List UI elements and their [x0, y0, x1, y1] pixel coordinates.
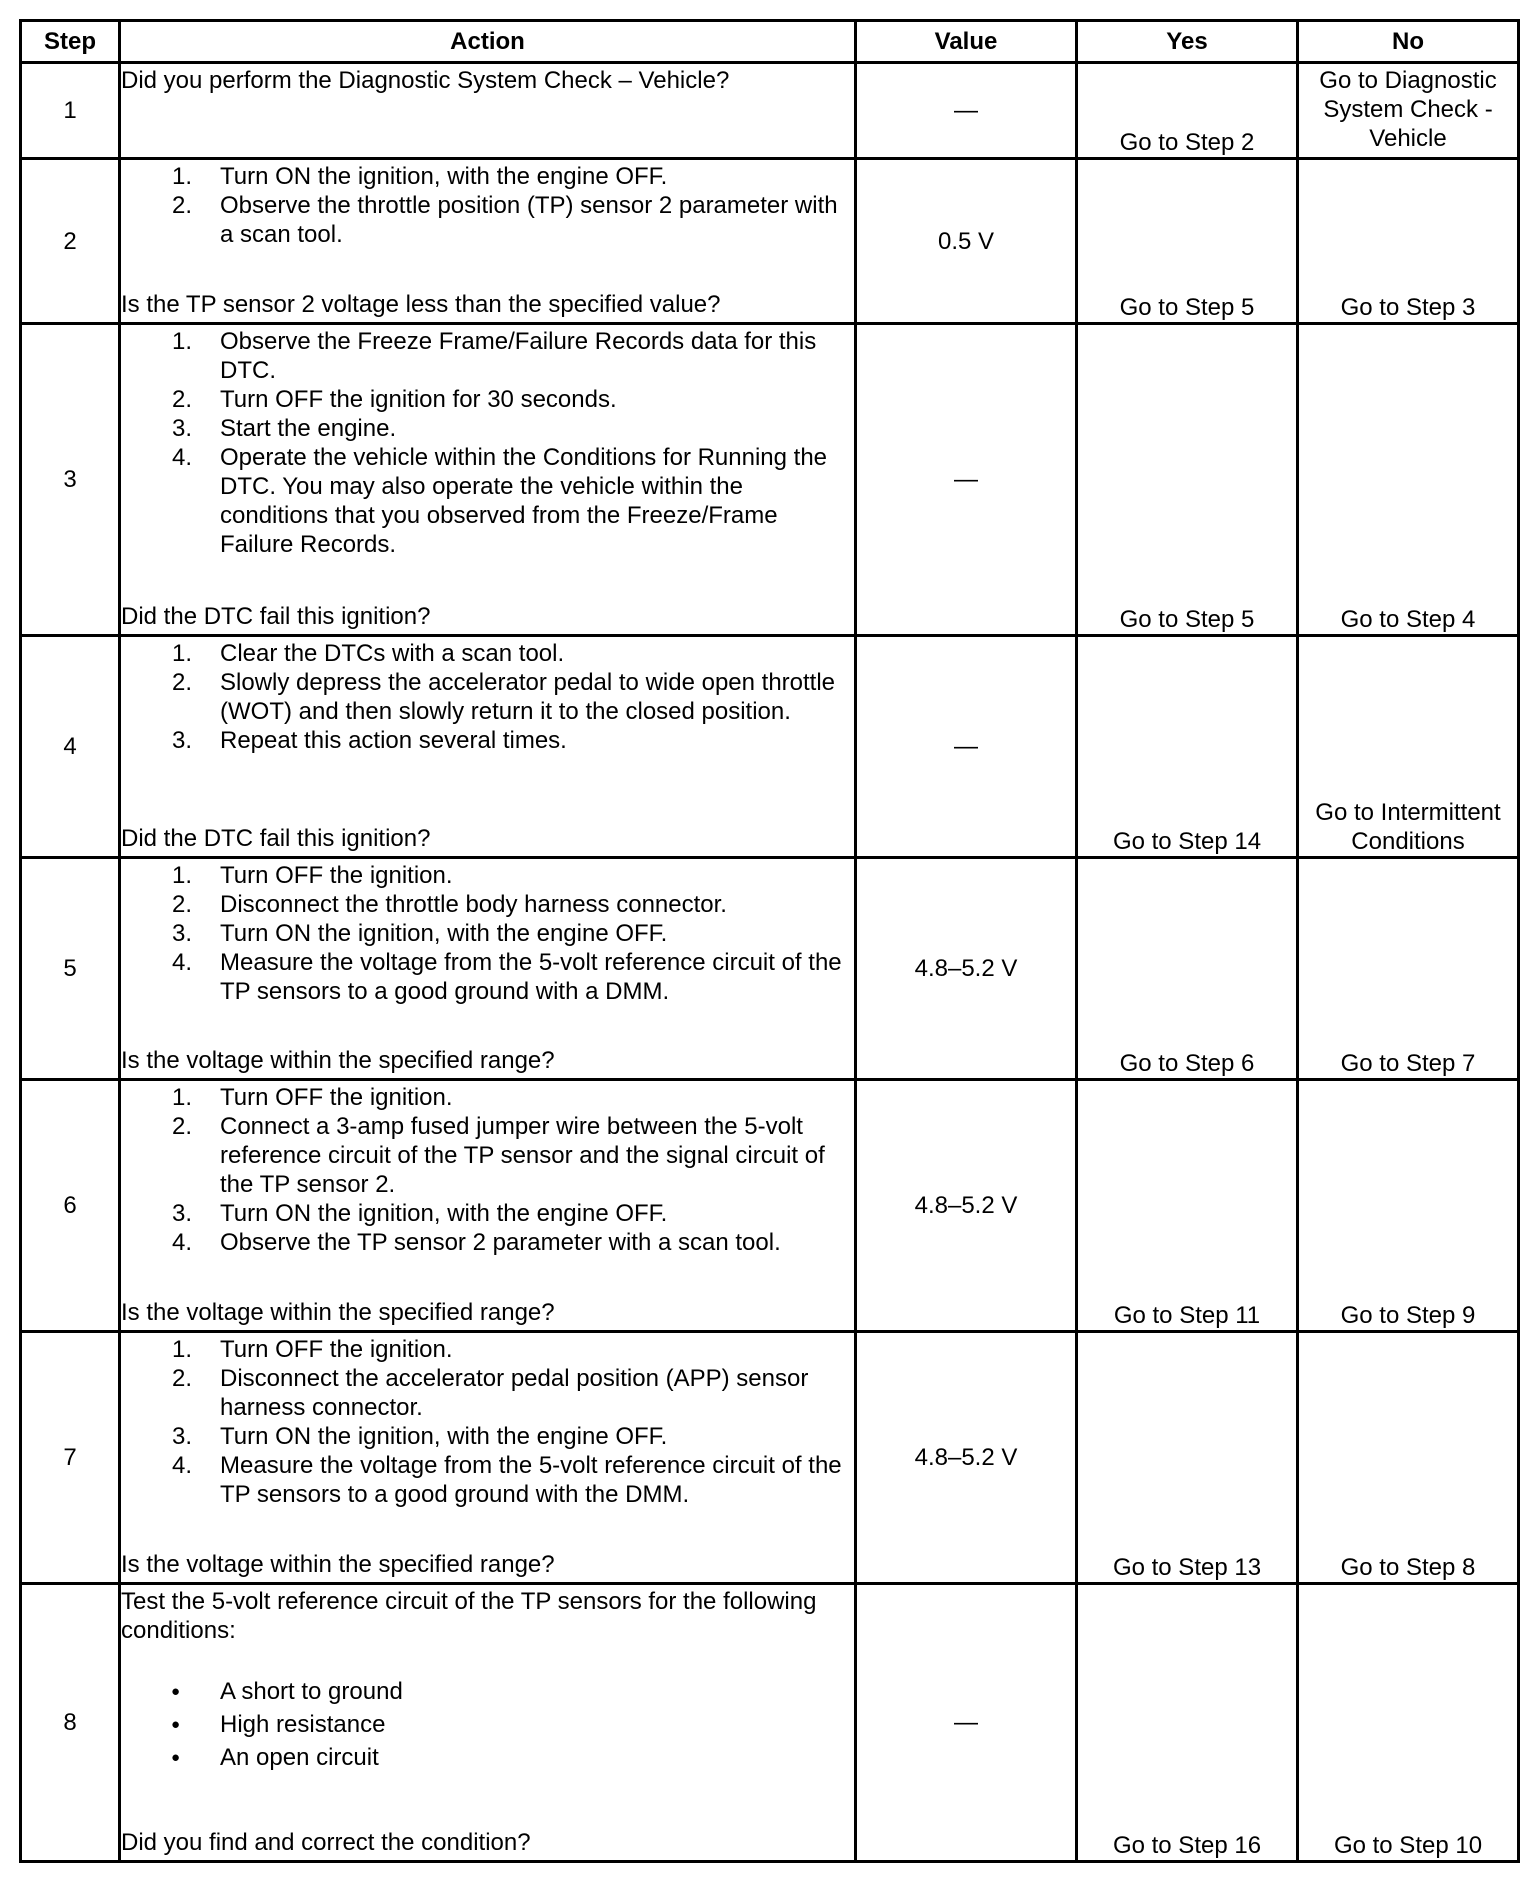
action-step: [121, 1199, 854, 1228]
action-step: [121, 1335, 854, 1364]
action-step-number: 3.: [172, 1423, 193, 1450]
action-step: [121, 890, 854, 919]
step-number: 4: [21, 636, 120, 858]
action-step: [121, 327, 854, 385]
condition-item: [121, 1708, 854, 1741]
action-step: [121, 1422, 854, 1451]
step-number: 3: [21, 324, 120, 636]
action-step-text: Turn ON the ignition, with the engine OFF.: [220, 920, 668, 947]
action-step-text: Turn OFF the ignition.: [220, 1084, 453, 1111]
action-question: Did the DTC fail this ignition?: [121, 603, 431, 630]
action-cell: [120, 159, 856, 324]
diagnostic-table: [19, 19, 1520, 1863]
action-step-text: Turn ON the ignition, with the engine OFF.: [220, 163, 668, 190]
header-no: No: [1298, 21, 1519, 63]
action-content: [121, 1333, 854, 1582]
step-number: 7: [21, 1332, 120, 1584]
no-cell-line: Go to Step 7: [1340, 1050, 1476, 1077]
bullet-icon: ●: [171, 1749, 181, 1766]
action-step: [121, 1112, 854, 1199]
action-question: Did you find and correct the condition?: [121, 1829, 531, 1856]
action-step: [121, 385, 854, 414]
no-cell-line: Go to Diagnostic: [1319, 67, 1497, 94]
action-step: [121, 919, 854, 948]
action-step-number: 1.: [172, 328, 193, 355]
action-step: [121, 948, 854, 1006]
action-step-number: 1.: [172, 163, 193, 190]
action-step-text: Observe the Freeze Frame/Failure Records data for this DTC.: [220, 328, 817, 384]
step-number: 6: [21, 1080, 120, 1332]
action-step-number: 3.: [172, 415, 193, 442]
value-cell: 4.8–5.2 V: [856, 1080, 1077, 1332]
action-step: [121, 443, 854, 559]
yes-cell: Go to Step 16: [1077, 1584, 1298, 1862]
yes-cell: Go to Step 14: [1077, 636, 1298, 858]
value-cell: —: [856, 636, 1077, 858]
action-step-number: 4.: [172, 444, 193, 471]
table-body: [21, 63, 1519, 1862]
action-question: Is the TP sensor 2 voltage less than the specified value?: [121, 291, 721, 318]
no-cell-line: Go to Step 3: [1340, 294, 1476, 321]
action-step-number: 2.: [172, 669, 193, 696]
action-content: [121, 325, 854, 634]
action-intro: Did you perform the Diagnostic System Check – Vehicle?: [121, 67, 730, 94]
value-cell: 0.5 V: [856, 159, 1077, 324]
action-step-text: Measure the voltage from the 5-volt reference circuit of the TP sensors to a good ground with the DMM.: [220, 1452, 842, 1508]
action-body: [121, 325, 854, 559]
action-step-number: 4.: [172, 949, 193, 976]
action-content: [121, 859, 854, 1078]
action-step-text: Measure the voltage from the 5-volt reference circuit of the TP sensors to a good ground with a DMM.: [220, 949, 842, 1005]
table-header: [21, 21, 1519, 63]
action-step-text: Connect a 3-amp fused jumper wire between the 5-volt reference circuit of the TP sensor and the signal circuit of the TP sensor 2.: [220, 1113, 825, 1198]
action-step-number: 1.: [172, 1336, 193, 1363]
action-intro: Test the 5-volt reference circuit of the TP sensors for the following conditions:: [121, 1588, 817, 1644]
step-number: 5: [21, 858, 120, 1080]
header-action: Action: [120, 21, 856, 63]
no-cell-line: Go to Step 9: [1340, 1302, 1476, 1329]
table-row: [21, 159, 1519, 324]
action-step: [121, 1364, 854, 1422]
action-step: [121, 162, 854, 191]
table-row: [21, 858, 1519, 1080]
action-step: [121, 414, 854, 443]
value-cell: —: [856, 1584, 1077, 1862]
action-step: [121, 191, 854, 249]
step-number: 2: [21, 159, 120, 324]
action-body: [121, 160, 854, 249]
step-number: 1: [21, 63, 120, 159]
action-step-number: 2.: [172, 891, 193, 918]
no-cell-line: Vehicle: [1369, 125, 1447, 152]
action-step-list: [121, 639, 854, 755]
yes-cell: Go to Step 13: [1077, 1332, 1298, 1584]
table-row: [21, 1584, 1519, 1862]
condition-text: A short to ground: [220, 1678, 403, 1705]
action-step: [121, 861, 854, 890]
value-cell: —: [856, 63, 1077, 159]
action-content: [121, 160, 854, 322]
yes-cell: Go to Step 5: [1077, 159, 1298, 324]
action-step-number: 2.: [172, 1113, 193, 1140]
action-step-list: [121, 1083, 854, 1257]
no-cell: [1298, 858, 1519, 1080]
no-cell-line: Conditions: [1351, 828, 1465, 855]
header-step: Step: [21, 21, 120, 63]
condition-text: High resistance: [220, 1711, 386, 1738]
bullet-icon: ●: [171, 1683, 181, 1700]
no-cell: [1298, 1080, 1519, 1332]
action-step-number: 2.: [172, 192, 193, 219]
action-step-text: Turn OFF the ignition.: [220, 862, 453, 889]
action-step: [121, 1228, 854, 1257]
table-row: [21, 63, 1519, 159]
action-step-number: 3.: [172, 1200, 193, 1227]
table-row: [21, 1080, 1519, 1332]
yes-cell: Go to Step 11: [1077, 1080, 1298, 1332]
action-step-text: Observe the TP sensor 2 parameter with a scan tool.: [220, 1229, 781, 1256]
action-cell: [120, 1332, 856, 1584]
yes-cell: Go to Step 5: [1077, 324, 1298, 636]
action-body: [121, 1585, 854, 1774]
action-step-text: Turn ON the ignition, with the engine OFF.: [220, 1423, 668, 1450]
no-cell: [1298, 324, 1519, 636]
action-content: [121, 64, 854, 157]
action-step-text: Operate the vehicle within the Conditions for Running the DTC. You may also operate the vehicle within the conditions that you observed from the Freeze/Frame Failure Records.: [220, 444, 828, 558]
action-step-list: [121, 861, 854, 1006]
header-yes: Yes: [1077, 21, 1298, 63]
yes-cell: Go to Step 6: [1077, 858, 1298, 1080]
action-step-text: Turn ON the ignition, with the engine OFF.: [220, 1200, 668, 1227]
action-step: [121, 639, 854, 668]
action-content: [121, 637, 854, 856]
no-cell: [1298, 159, 1519, 324]
action-step-number: 1.: [172, 1084, 193, 1111]
condition-list: [121, 1675, 854, 1774]
action-cell: [120, 636, 856, 858]
no-cell-line: Go to Intermittent: [1315, 799, 1501, 826]
action-step-text: Turn OFF the ignition for 30 seconds.: [220, 386, 617, 413]
table-row: [21, 636, 1519, 858]
table-row: [21, 1332, 1519, 1584]
table-row: [21, 324, 1519, 636]
action-cell: [120, 1584, 856, 1862]
action-cell: [120, 63, 856, 159]
no-cell-line: Go to Step 10: [1333, 1832, 1483, 1859]
action-step-text: Start the engine.: [220, 415, 397, 442]
action-step-number: 4.: [172, 1229, 193, 1256]
action-cell: [120, 858, 856, 1080]
condition-item: [121, 1675, 854, 1708]
condition-text: An open circuit: [220, 1744, 379, 1771]
action-step-text: Clear the DTCs with a scan tool.: [220, 640, 565, 667]
value-cell: —: [856, 324, 1077, 636]
action-step-list: [121, 327, 854, 559]
action-question: Is the voltage within the specified range?: [121, 1551, 555, 1578]
header-row: [21, 21, 1519, 63]
action-step-number: 3.: [172, 920, 193, 947]
action-step-text: Disconnect the throttle body harness connector.: [220, 891, 727, 918]
value-cell: 4.8–5.2 V: [856, 1332, 1077, 1584]
condition-item: [121, 1741, 854, 1774]
no-cell: [1298, 1332, 1519, 1584]
action-step-text: Observe the throttle position (TP) sensor 2 parameter with a scan tool.: [220, 192, 838, 248]
action-question: Did the DTC fail this ignition?: [121, 825, 431, 852]
value-cell: 4.8–5.2 V: [856, 858, 1077, 1080]
action-step-list: [121, 1335, 854, 1509]
action-step-number: 1.: [172, 862, 193, 889]
action-content: [121, 1585, 854, 1860]
no-cell: [1298, 63, 1519, 159]
action-cell: [120, 324, 856, 636]
action-step: [121, 1451, 854, 1509]
action-body: [121, 859, 854, 1006]
header-value: Value: [856, 21, 1077, 63]
action-step-text: Repeat this action several times.: [220, 727, 567, 754]
no-cell: [1298, 636, 1519, 858]
action-cell: [120, 1080, 856, 1332]
action-question: Is the voltage within the specified range?: [121, 1299, 555, 1326]
action-question: Is the voltage within the specified range?: [121, 1047, 555, 1074]
action-body: [121, 1081, 854, 1257]
no-cell: [1298, 1584, 1519, 1862]
action-step-number: 3.: [172, 727, 193, 754]
action-step-number: 1.: [172, 640, 193, 667]
no-cell-line: System Check -: [1323, 96, 1493, 123]
action-step: [121, 1083, 854, 1112]
action-body: [121, 1333, 854, 1509]
no-cell-line: Go to Step 8: [1340, 1554, 1476, 1581]
action-step: [121, 726, 854, 755]
action-body: [121, 64, 854, 95]
action-step-number: 2.: [172, 386, 193, 413]
action-step-list: [121, 162, 854, 249]
action-step-text: Disconnect the accelerator pedal position (APP) sensor harness connector.: [220, 1365, 809, 1421]
action-step: [121, 668, 854, 726]
action-step-number: 4.: [172, 1452, 193, 1479]
action-body: [121, 637, 854, 755]
step-number: 8: [21, 1584, 120, 1862]
action-step-text: Slowly depress the accelerator pedal to wide open throttle (WOT) and then slowly return it to the closed position.: [220, 669, 836, 725]
action-step-number: 2.: [172, 1365, 193, 1392]
no-cell-line: Go to Step 4: [1340, 606, 1476, 633]
bullet-icon: ●: [171, 1716, 181, 1733]
action-content: [121, 1081, 854, 1330]
yes-cell: Go to Step 2: [1077, 63, 1298, 159]
action-step-text: Turn OFF the ignition.: [220, 1336, 453, 1363]
